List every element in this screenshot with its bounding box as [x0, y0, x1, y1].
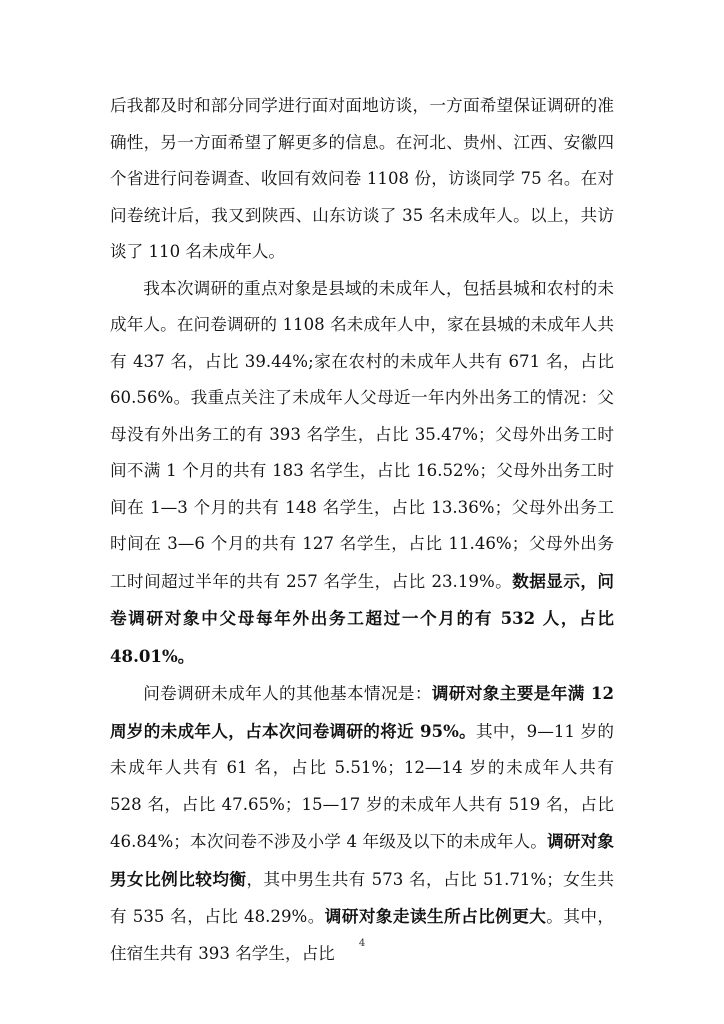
paragraph-text: ，其中男生共有 573 名，占比 51.71%；女生共有 535 名，占比 48.29%。: [110, 869, 614, 926]
bold-highlight-text: 调研对象男女比例比较均衡: [110, 831, 614, 889]
paragraph-1: [110, 88, 614, 271]
paragraph-text: 问卷调研未成年人的其他基本情况是：: [143, 684, 432, 703]
bold-highlight-text: 调研对象走读生所占比例更大: [324, 906, 547, 926]
body-text: [110, 88, 614, 972]
paragraph-text: 其中，9—11 岁的未成年人共有 61 名，占比 5.51%；12—14 岁的未成年人共有 528 名，占比 47.65%；15—17 岁的未成年人共有 519 名，占比 46.84%；本次问卷不涉及小学 4 年级及以下的未成年人。: [110, 721, 614, 851]
bold-highlight-text: 调研对象主要是年满 12 周岁的未成年人，占本次问卷调研的将近 95%。: [110, 683, 615, 741]
page-number: 4: [358, 938, 366, 949]
paragraph-3: [110, 675, 614, 972]
paragraph-text: 。其中，住宿生共有 393 名学生，占比: [110, 907, 614, 963]
paragraph-text: 后我都及时和部分同学进行面对面地访谈，一方面希望保证调研的准确性，另一方面希望了解更多的信息。在河北、贵州、江西、安徽四个省进行问卷调查、收回有效问卷 1108 份，访谈同学 75 名。在对问卷统计后，我又到陕西、山东访谈了 35 名未成年人。以上，共访谈了 110 名未成年人。: [110, 96, 614, 261]
paragraph-text: 我本次调研的重点对象是县域的未成年人，包括县城和农村的未成年人。在问卷调研的 1108 名未成年人中，家在县城的未成年人共有 437 名，占比 39.44%;家在农村的未成年人共有 671 名，占比 60.56%。我重点关注了未成年人父母近一年内外出务工的情况：父母没有外出务工的有 393 名学生，占比 35.47%；父母外出务工时间不满 1 个月的共有 183 名学生，占比 16.52%；父母外出务工时间在 1—3 个月的共有 148 名学生，占比 13.36%；父母外出务工时间在 3—6 个月的共有 127 名学生，占比 11.46%；父母外出务工时间超过半年的共有 257 名学生，占比 23.19%。: [110, 278, 614, 591]
paragraph-2: [110, 271, 614, 676]
bold-highlight-text: 数据显示，问卷调研对象中父母每年外出务工超过一个月的有 532 人，占比 48.01%。: [110, 570, 614, 666]
